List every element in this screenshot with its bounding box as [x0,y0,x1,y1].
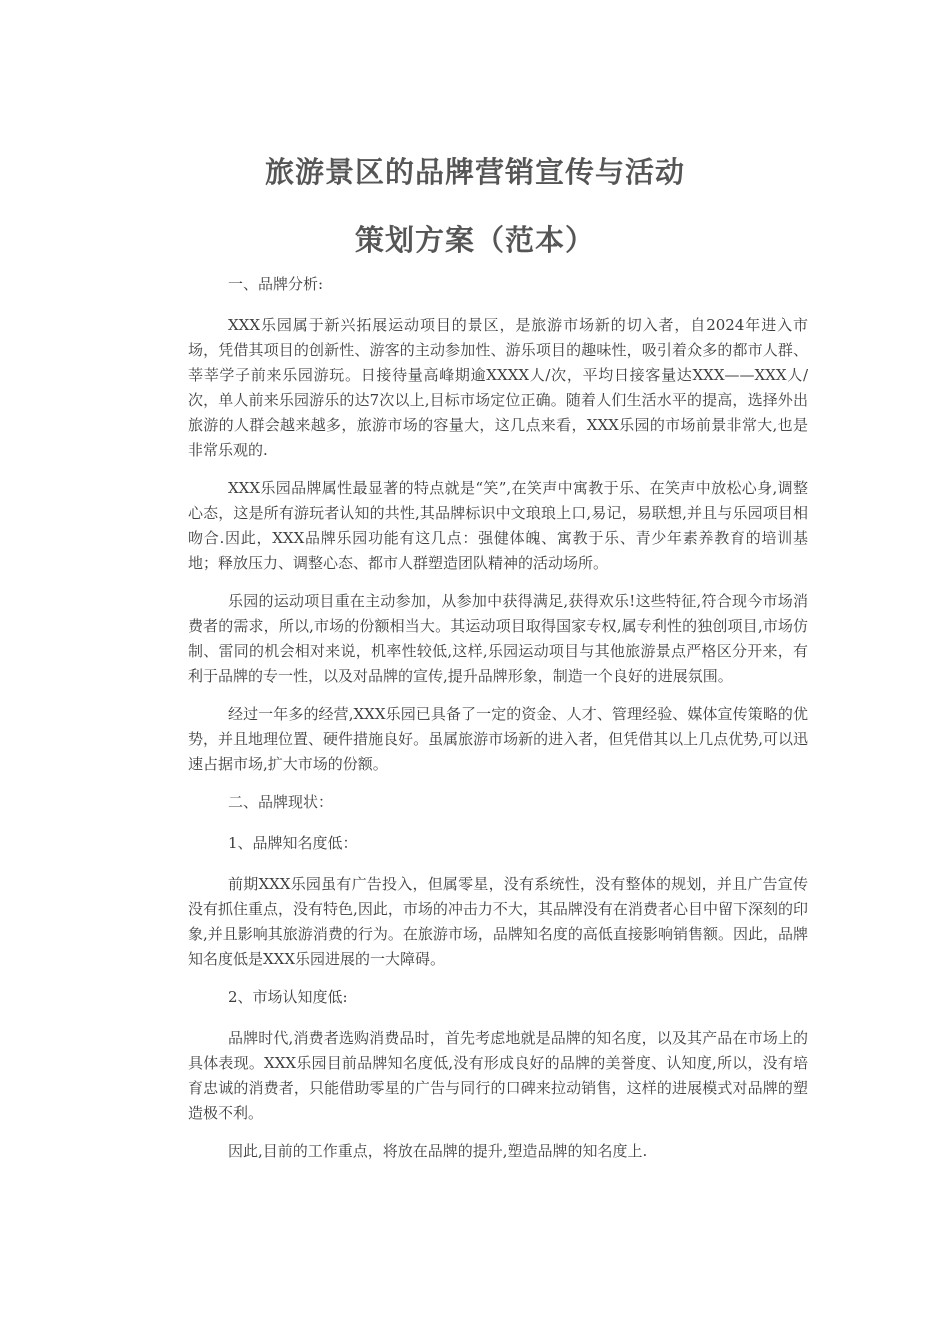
closing-paragraph: 因此,目前的工作重点，将放在品牌的提升,塑造品牌的知名度上. [228,1142,648,1160]
paragraph: 品牌时代,消费者选购消费品时，首先考虑地就是品牌的知名度，以及其产品在市场上的具体表现。XXX乐园目前品牌知名度低,没有形成良好的品牌的美誉度、认知度,所以，没有培育忠诚的消费者，只能借助零星的广告与同行的口碑来拉动销售，这样的进展模式对品牌的塑造极不利。 [188,1029,808,1122]
paragraph: 乐园的运动项目重在主动参加，从参加中获得满足,获得欢乐!这些特征,符合现今市场消费者的需求，所以,市场的份额相当大。其运动项目取得国家专权,属专利性的独创项目,市场仿制、雷同的机会相对来说，机率性较低,这样,乐园运动项目与其他旅游景点严格区分开来，有利于品牌的专一性，以及对品牌的宣传,提升品牌形象，制造一个良好的进展氛围。 [188,592,808,685]
paragraph: XXX乐园品牌属性最显著的特点就是“笑”,在笑声中寓教于乐、在笑声中放松心身,调整心态，这是所有游玩者认知的共性,其品牌标识中文琅琅上口,易记，易联想,并且与乐园项目相吻合.因此，XXX品牌乐园功能有这几点：强健体魄、寓教于乐、青少年素养教育的培训基地；释放压力、调整心态、都市人群塑造团队精神的活动场所。 [188,479,808,572]
subsection-heading-awareness: 1、品牌知名度低： [228,834,358,852]
document-title-line-2: 策划方案（范本） [354,223,595,257]
section-heading-brand-status: 二、品牌现状： [228,793,334,811]
subsection-heading-recognition: 2、市场认知度低: [228,988,348,1006]
document-title-line-1: 旅游景区的品牌营销宣传与活动 [264,155,685,189]
document-body [188,272,808,1177]
section-heading-brand-analysis: 一、品牌分析: [228,275,324,293]
paragraph: 前期XXX乐园虽有广告投入，但属零星，没有系统性，没有整体的规划，并且广告宣传没有抓住重点，没有特色,因此，市场的冲击力不大，其品牌没有在消费者心目中留下深刻的印象,并且影响其旅游消费的行为。在旅游市场，品牌知名度的高低直接影响销售额。因此，品牌知名度低是XXX乐园进展的一大障碍。 [188,875,808,968]
paragraph: 经过一年多的经营,XXX乐园已具备了一定的资金、人才、管理经验、媒体宣传策略的优势，并且地理位置、硬件措施良好。虽属旅游市场新的进入者，但凭借其以上几点优势,可以迅速占据市场,扩大市场的份额。 [188,705,808,773]
paragraph: XXX乐园属于新兴拓展运动项目的景区，是旅游市场新的切入者，自2024年进入市场，凭借其项目的创新性、游客的主动参加性、游乐项目的趣味性，吸引着众多的都市人群、莘莘学子前来乐园游玩。日接待量高峰期逾XXXX人/次，平均日接客量达XXX——XXX人/次，单人前来乐园游乐的达7次以上,目标市场定位正确。随着人们生活水平的提高，选择外出旅游的人群会越来越多，旅游市场的容量大，这几点来看，XXX乐园的市场前景非常大,也是非常乐观的. [188,316,808,459]
